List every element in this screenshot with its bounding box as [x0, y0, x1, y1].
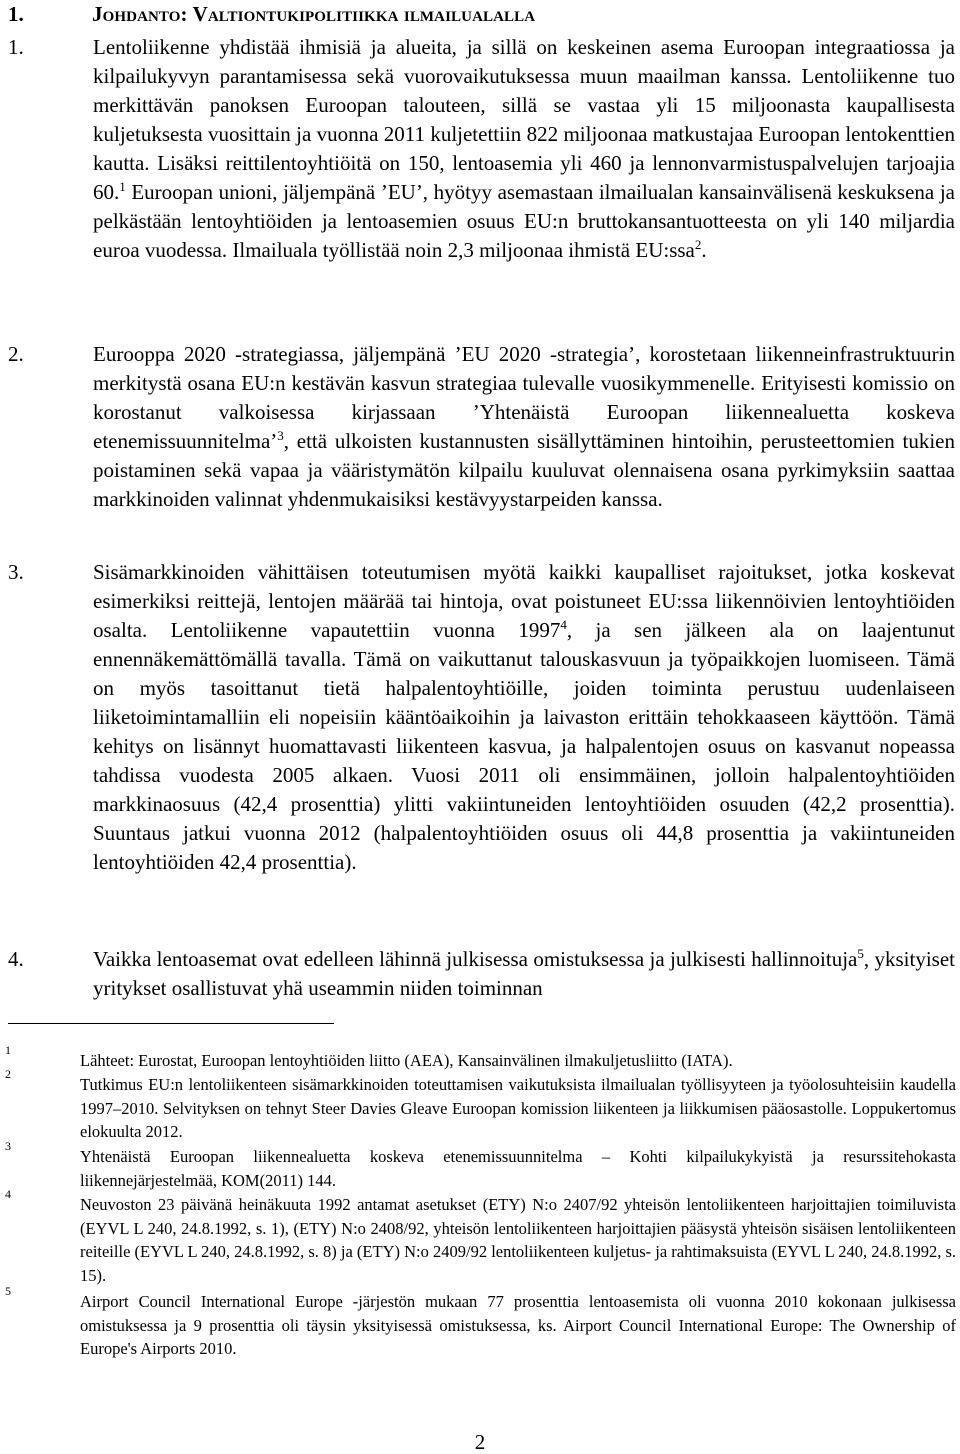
paragraph-text-part: Vaikka lentoasemat ovat edelleen lähinnä julkisessa omistuksessa ja julkisesti hallinnoituja — [93, 947, 858, 971]
footnote-text: Tutkimus EU:n lentoliikenteen sisämarkkinoiden toteuttamisen vaikutuksista ilmailualan työllisyyteen ja työolosuhteisiin kaudella 1997–2010. Selvityksen on tehnyt Steer Davies Gleave Euroopan komission liikenteen ja liikkumisen pääosastolle. Loppukertomus elokuulta 2012. — [80, 1075, 956, 1142]
paragraph-text-part: , yksityiset yritykset osallistuvat yhä useammin niiden toiminnan — [93, 947, 955, 1000]
footnote-text: Yhtenäistä Euroopan liikennealuetta koskeva etenemissuunnitelma – Kohti kilpailukykyistä ja resurssitehokasta liikennejärjestelmää, KOM(2011) 144. — [80, 1147, 956, 1190]
paragraph-text — [93, 558, 955, 877]
footnote-separator — [8, 1023, 334, 1024]
paragraph-number: 3. — [8, 560, 24, 584]
footnote-number: 2 — [5, 1067, 11, 1081]
paragraph-text-part: Lentoliikenne yhdistää ihmisiä ja alueita, ja sillä on keskeinen asema Euroopan integraatiossa ja kilpailukyvyn parantamisessa sekä vuorovaikutuksessa muun maailman kanssa. Lentoliikenne tuo merkittävän panoksen Euroopan talouteen, sillä se vastaa yli 15 miljoonasta kaupallisesta kuljetuksesta vuosittain ja vuonna 2011 kuljetettiin 822 miljoonaa matkustajaa Euroopan lentokenttien kautta. Lisäksi reittilentoyhtiöitä on 150, lentoasemia yli 460 ja lennonvarmistuspalvelujen tarjoajia 60. — [93, 35, 955, 204]
paragraph-text — [93, 33, 955, 265]
section-number: 1. — [8, 2, 24, 26]
paragraph-text — [93, 945, 955, 1003]
footnote-ref: 5 — [857, 946, 864, 961]
footnote-number: 4 — [5, 1187, 11, 1201]
footnote-number: 3 — [5, 1139, 11, 1153]
section-heading — [8, 0, 948, 28]
paragraph-text-part: Eurooppa 2020 -strategiassa, jäljempänä ’EU 2020 -strategia’, korostetaan liikenneinfrastruktuurin merkitystä osana EU:n kestävän kasvun strategiaa tulevalle vuosikymmenelle. Erityisesti komissio on korostanut valkoisessa kirjassaan ’Yhtenäistä Euroopan liikennealuetta koskeva etenemissuunnitelma’ — [93, 342, 955, 453]
paragraph-text-part: , ja sen jälkeen ala on laajentunut ennennäkemättömällä tavalla. Tämä on vaikuttanut talouskasvuun ja työpaikkojen luomiseen. Tämä on myös tasoittanut tietä halpalentoyhtiöille, joiden toiminta perustuu uudenlaiseen liiketoimintamalliin eli nopeisiin kääntöaikoihin ja laivaston erittäin tehokkaaseen käyttöön. Tämä kehitys on lisännyt huomattavasti liikenteen kasvua, ja halpalentojen osuus on kasvanut nopeassa tahdissa vuodesta 2005 alkaen. Vuosi 2011 oli ensimmäinen, jolloin halpalentoyhtiöiden markkinaosuus (42,4 prosenttia) ylitti vakiintuneiden lentoyhtiöiden osuuden (42,2 prosenttia). Suuntaus jatkui vuonna 2012 (halpalentoyhtiöiden osuus oli 44,8 prosenttia ja vakiintuneiden lentoyhtiöiden 42,4 prosenttia). — [93, 618, 955, 874]
footnote-text: Airport Council International Europe -järjestön mukaan 77 prosenttia lentoasemista oli vuonna 2010 kokonaan julkisessa omistuksessa ja 9 prosenttia oli täysin yksityisessä omistuksessa, ks. Airport Council International Europe: The Ownership of Europe's Airports 2010. — [80, 1292, 956, 1359]
page-number: 2 — [474, 1430, 486, 1454]
paragraph-number: 4. — [8, 947, 24, 971]
paragraph-text — [93, 340, 955, 514]
footnote-ref: 1 — [119, 179, 126, 194]
footnote-text: Lähteet: Eurostat, Euroopan lentoyhtiöiden liitto (AEA), Kansainvälinen ilmakuljetusliitto (IATA). — [80, 1051, 733, 1070]
footnote-text: Neuvoston 23 päivänä heinäkuuta 1992 antamat asetukset (ETY) N:o 2407/92 yhteisön lentoliikenteen harjoittajien toimiluvista (EYVL L 240, 24.8.1992, s. 1), (ETY) N:o 2408/92, yhteisön lentoliikenteen harjoittajien pääsystä yhteisön sisäisen lentoliikenteen reiteille (EYVL L 240, 24.8.1992, s. 8) ja (ETY) N:o 2409/92 lentoliikenteen kuljetus- ja rahtimaksuista (EYVL L 240, 24.8.1992, s. 15). — [80, 1195, 957, 1286]
section-title: Johdanto: Valtiontukipolitiikka ilmailualalla — [92, 2, 536, 26]
paragraph-number: 2. — [8, 342, 24, 366]
paragraph-number: 1. — [8, 35, 24, 59]
footnote-ref: 4 — [560, 617, 567, 632]
footnote-ref: 3 — [277, 428, 284, 443]
paragraph-text-part: Euroopan unioni, jäljempänä ’EU’, hyötyy asemastaan ilmailualan kansainvälisenä keskuksena ja pelkästään lentoyhtiöiden ja lentoasemien osuus EU:n bruttokansantuotteesta on yli 140 miljardia euroa vuodessa. Ilmailuala työllistää noin 2,3 miljoonaa ihmistä EU:ssa — [93, 180, 955, 262]
footnote-ref: 2 — [694, 237, 702, 252]
paragraph-text-part: Sisämarkkinoiden vähittäisen toteutumisen myötä kaikki kaupalliset rajoitukset, jotka koskevat esimerkiksi reittejä, lentojen määrää tai hintoja, ovat poistuneet EU:ssa liikennöivien lentoyhtiöiden osalta. Lentoliikenne vapautettiin vuonna 1997 — [93, 560, 955, 642]
footnote-number: 5 — [5, 1284, 11, 1298]
footnote-number: 1 — [5, 1043, 11, 1057]
paragraph-text-part: , että ulkoisten kustannusten sisällyttäminen hintoihin, perusteettomien tukien poistaminen sekä vapaa ja vääristymätön kilpailu kuuluvat olennaisena osana pyrkimyksiin saattaa markkinoiden valinnat yhdenmukaisiksi kestävyystarpeiden kanssa. — [93, 429, 955, 511]
paragraph-text-part: . — [701, 238, 707, 262]
